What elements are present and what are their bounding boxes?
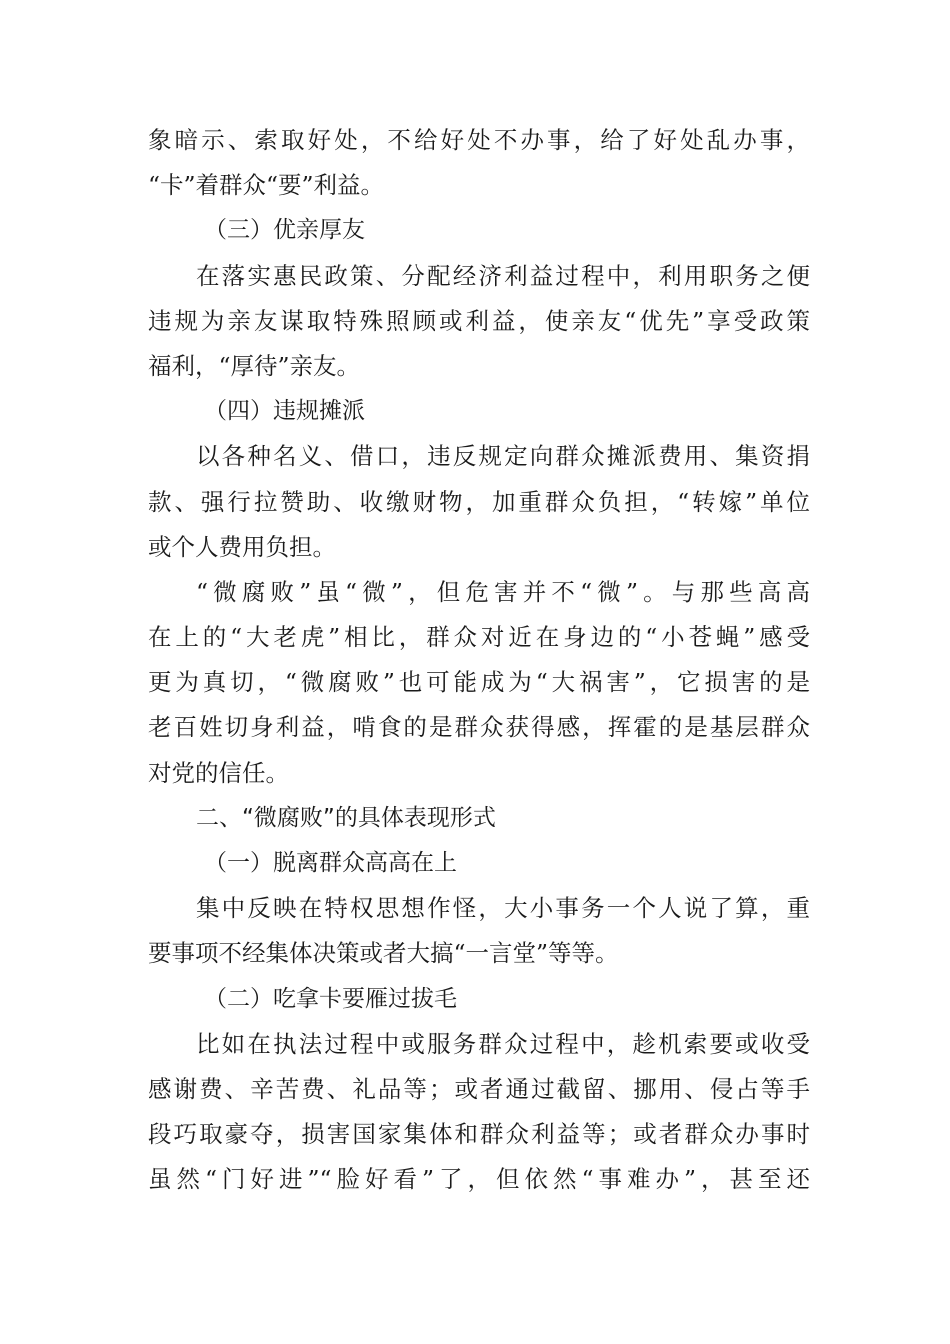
body-text-line: 对党的信任。 (148, 758, 289, 787)
body-text-line: 虽然“门好进”“脸好看”了，但依然“事难办”，甚至还 (148, 1165, 810, 1194)
section-heading-4: （四）违规摊派 (204, 398, 365, 425)
body-text-line: 集中反映在特权思想作怪，大小事务一个人说了算，重 (196, 894, 810, 923)
body-text-line: 更为真切，“微腐败”也可能成为“大祸害”，它损害的是 (148, 668, 810, 697)
body-text-line: 段巧取豪夺，损害国家集体和群众利益等；或者群众办事时 (148, 1120, 810, 1149)
section-heading-2: （二）吃拿卡要雁过拔毛 (204, 985, 457, 1012)
section-heading-3: （三）优亲厚友 (204, 217, 365, 244)
body-text-line: 违规为亲友谋取特殊照顾或利益，使亲友“优先”享受政策 (148, 306, 810, 335)
section-heading-1: （一）脱离群众高高在上 (204, 850, 457, 876)
body-text-line: 感谢费、辛苦费、礼品等；或者通过截留、挪用、侵占等手 (148, 1074, 810, 1103)
body-text-line: 老百姓切身利益，啃食的是群众获得感，挥霍的是基层群众 (148, 713, 810, 742)
chapter-heading-2: 二、“微腐败”的具体表现形式 (196, 804, 496, 831)
body-text-line: 款、强行拉赞助、收缴财物，加重群众负担，“转嫁”单位 (148, 487, 810, 516)
document-page (148, 118, 810, 1203)
body-text-line: 福利，“厚待”亲友。 (148, 351, 361, 380)
body-text-line: “微腐败”虽“微”，但危害并不“微”。与那些高高 (196, 577, 810, 606)
body-text-line: 在上的“大老虎”相比，群众对近在身边的“小苍蝇”感受 (148, 623, 810, 652)
body-text-line: 或个人费用负担。 (148, 532, 336, 561)
body-text-line: 以各种名义、借口，违反规定向群众摊派费用、集资捐 (196, 442, 810, 471)
body-text-line: “卡”着群众“要”利益。 (148, 171, 385, 200)
body-text-line: 比如在执法过程中或服务群众过程中，趁机索要或收受 (196, 1029, 810, 1058)
body-text-line: 在落实惠民政策、分配经济利益过程中，利用职务之便 (196, 261, 810, 290)
body-text-line: 象暗示、索取好处，不给好处不办事，给了好处乱办事， (148, 126, 810, 154)
body-text-line: 要事项不经集体决策或者大搞“一言堂”等等。 (148, 939, 619, 968)
